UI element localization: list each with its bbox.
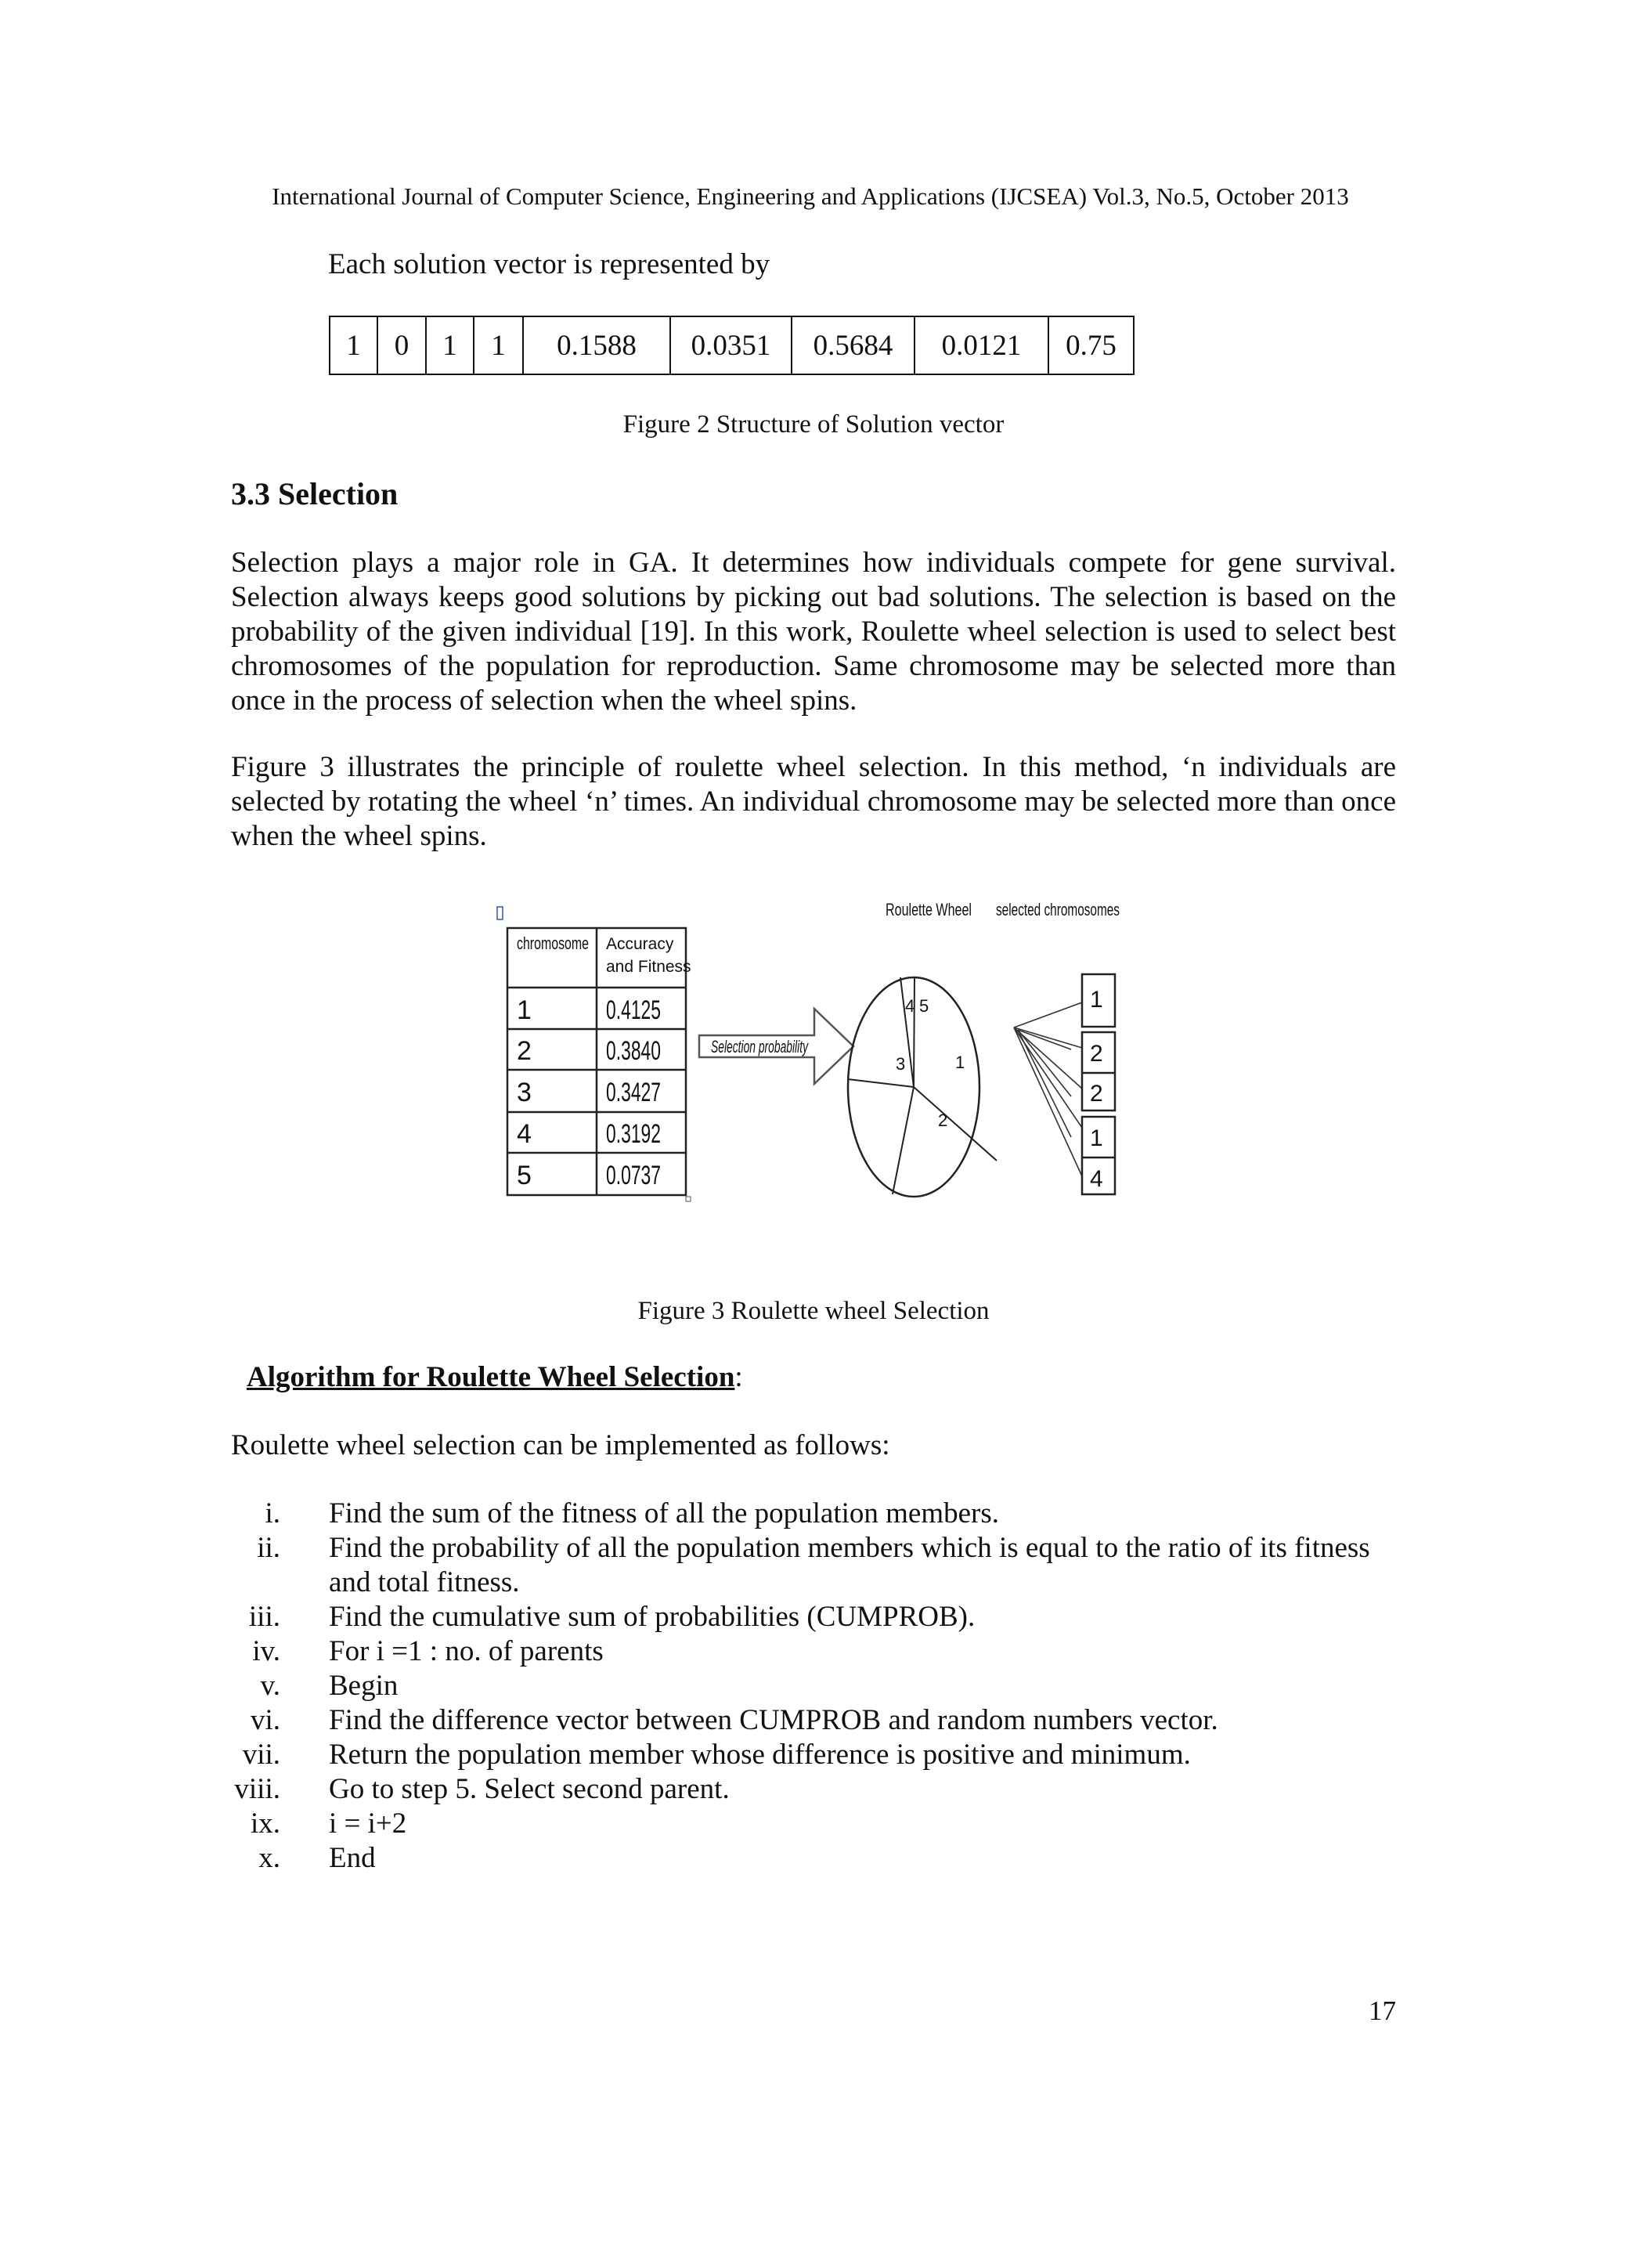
step-text: Go to step 5. Select second parent. [329, 1773, 730, 1805]
figure2-caption: Figure 2 Structure of Solution vector [622, 410, 1005, 439]
algorithm-step [204, 1738, 1398, 1772]
table-cell: 0.0737 [606, 1161, 661, 1190]
selection-rays [1014, 1002, 1082, 1176]
anchor-mark [497, 907, 503, 919]
algorithm-title-text: Algorithm for Roulette Wheel Selection [247, 1361, 735, 1393]
roulette-figure [485, 893, 1143, 1237]
table-cell: 0.3427 [606, 1078, 661, 1107]
step-text: For i =1 : no. of parents [329, 1635, 604, 1667]
arrow-label: Selection probability [711, 1037, 810, 1056]
solution-vector-row [330, 316, 1134, 374]
step-text: Return the population member whose difference is positive and minimum. [329, 1739, 1191, 1771]
vector-cell: 1 [474, 316, 523, 374]
wheel-label: 4 [905, 996, 915, 1016]
table-cell: 5 [517, 1161, 532, 1190]
table-cell: 4 [517, 1119, 532, 1149]
step-text: Find the sum of the fitness of all the population members. [329, 1497, 1000, 1529]
paragraph-2: Figure 3 illustrates the principle of roulette wheel selection. In this method, ‘n individuals are selected by rotating the wheel ‘n’ times. An individual chromosome may be selected more than once when the wheel spins. [231, 751, 1396, 852]
resize-handle [686, 1197, 691, 1201]
step-number: iv. [252, 1635, 280, 1667]
wheel-label: 2 [938, 1111, 948, 1130]
table-cell: 0.4125 [606, 995, 661, 1025]
intro-text: Each solution vector is represented by [328, 248, 770, 280]
vector-cell: 1 [426, 316, 474, 374]
step-number: iii. [248, 1601, 280, 1633]
algorithm-step [204, 1807, 1398, 1841]
table-cell: 0.3192 [606, 1119, 661, 1149]
vector-cell: 0.75 [1048, 316, 1134, 374]
algorithm-step [204, 1669, 1398, 1703]
selected-item: 4 [1090, 1166, 1103, 1192]
solution-vector-table [329, 316, 1135, 375]
paragraph-1: Selection plays a major role in GA. It determines how individuals compete for gene survival. Selection always keeps good solutions by picking out bad solutions. The selection is based on the probability of the given individual [19]. In this work, Roulette wheel selection is used to select best chromosomes of the population for reproduction. Same chromosome may be selected more than once in the process of selection when the wheel spins. [231, 547, 1396, 717]
vector-cell: 0.5684 [792, 316, 915, 374]
wheel-title: Roulette Wheel [886, 900, 972, 919]
algorithm-step [204, 1703, 1398, 1738]
step-text: Find the cumulative sum of probabilities (CUMPROB). [329, 1601, 976, 1633]
selected-item: 2 [1090, 1041, 1103, 1067]
table-cell: 3 [517, 1078, 532, 1107]
algorithm-title-colon: : [734, 1361, 743, 1393]
step-number: i. [265, 1497, 280, 1529]
step-number: ix. [250, 1808, 280, 1840]
figure3-caption: Figure 3 Roulette wheel Selection [637, 1297, 990, 1325]
table-cell: 0.3840 [606, 1036, 661, 1066]
selected-title: selected chromosomes [996, 900, 1120, 919]
page-number: 17 [1369, 1995, 1396, 2026]
step-text: End [329, 1842, 376, 1874]
table-header-accuracy: Accuracy [606, 935, 674, 953]
vector-cell: 0.0351 [670, 316, 792, 374]
wheel-label: 1 [955, 1053, 965, 1072]
step-text: Find the probability of all the population members which is equal to the ratio of its fitness and total fitness. [329, 1532, 1370, 1598]
selected-item: 2 [1090, 1081, 1103, 1107]
step-text: Begin [329, 1670, 399, 1702]
algorithm-title [247, 1360, 743, 1394]
algorithm-intro: Roulette wheel selection can be implemented as follows: [231, 1429, 890, 1461]
journal-header: International Journal of Computer Science, Engineering and Applications (IJCSEA) Vol.3, No.5, October 2013 [272, 182, 1349, 210]
step-number: ii. [257, 1532, 280, 1564]
step-number: vii. [242, 1739, 280, 1771]
selected-item: 1 [1090, 987, 1103, 1013]
step-number: vi. [250, 1704, 280, 1736]
algorithm-step [204, 1841, 1398, 1876]
step-number: v. [260, 1670, 280, 1702]
vector-cell: 0.1588 [523, 316, 670, 374]
vector-cell: 0 [377, 316, 426, 374]
algorithm-step [204, 1600, 1398, 1634]
algorithm-step [204, 1772, 1398, 1807]
table-header-fitness: and Fitness [606, 958, 691, 976]
wheel-label: 3 [896, 1054, 906, 1074]
table-cell: 1 [517, 995, 532, 1025]
algorithm-step [204, 1634, 1398, 1669]
table-cell: 2 [517, 1036, 532, 1066]
step-number: viii. [234, 1773, 280, 1805]
step-text: Find the difference vector between CUMPROB and random numbers vector. [329, 1704, 1218, 1736]
algorithm-steps [204, 1497, 1398, 1876]
table-header-chromosome: chromosome [517, 934, 589, 953]
vector-cell: 0.0121 [915, 316, 1048, 374]
section-title: 3.3 Selection [231, 476, 399, 511]
step-number: x. [258, 1842, 280, 1874]
wheel-label: 5 [919, 996, 929, 1016]
step-text: i = i+2 [329, 1808, 407, 1840]
algorithm-step [204, 1531, 1398, 1600]
algorithm-step [204, 1497, 1398, 1531]
vector-cell: 1 [330, 316, 377, 374]
selected-item: 1 [1090, 1125, 1103, 1151]
